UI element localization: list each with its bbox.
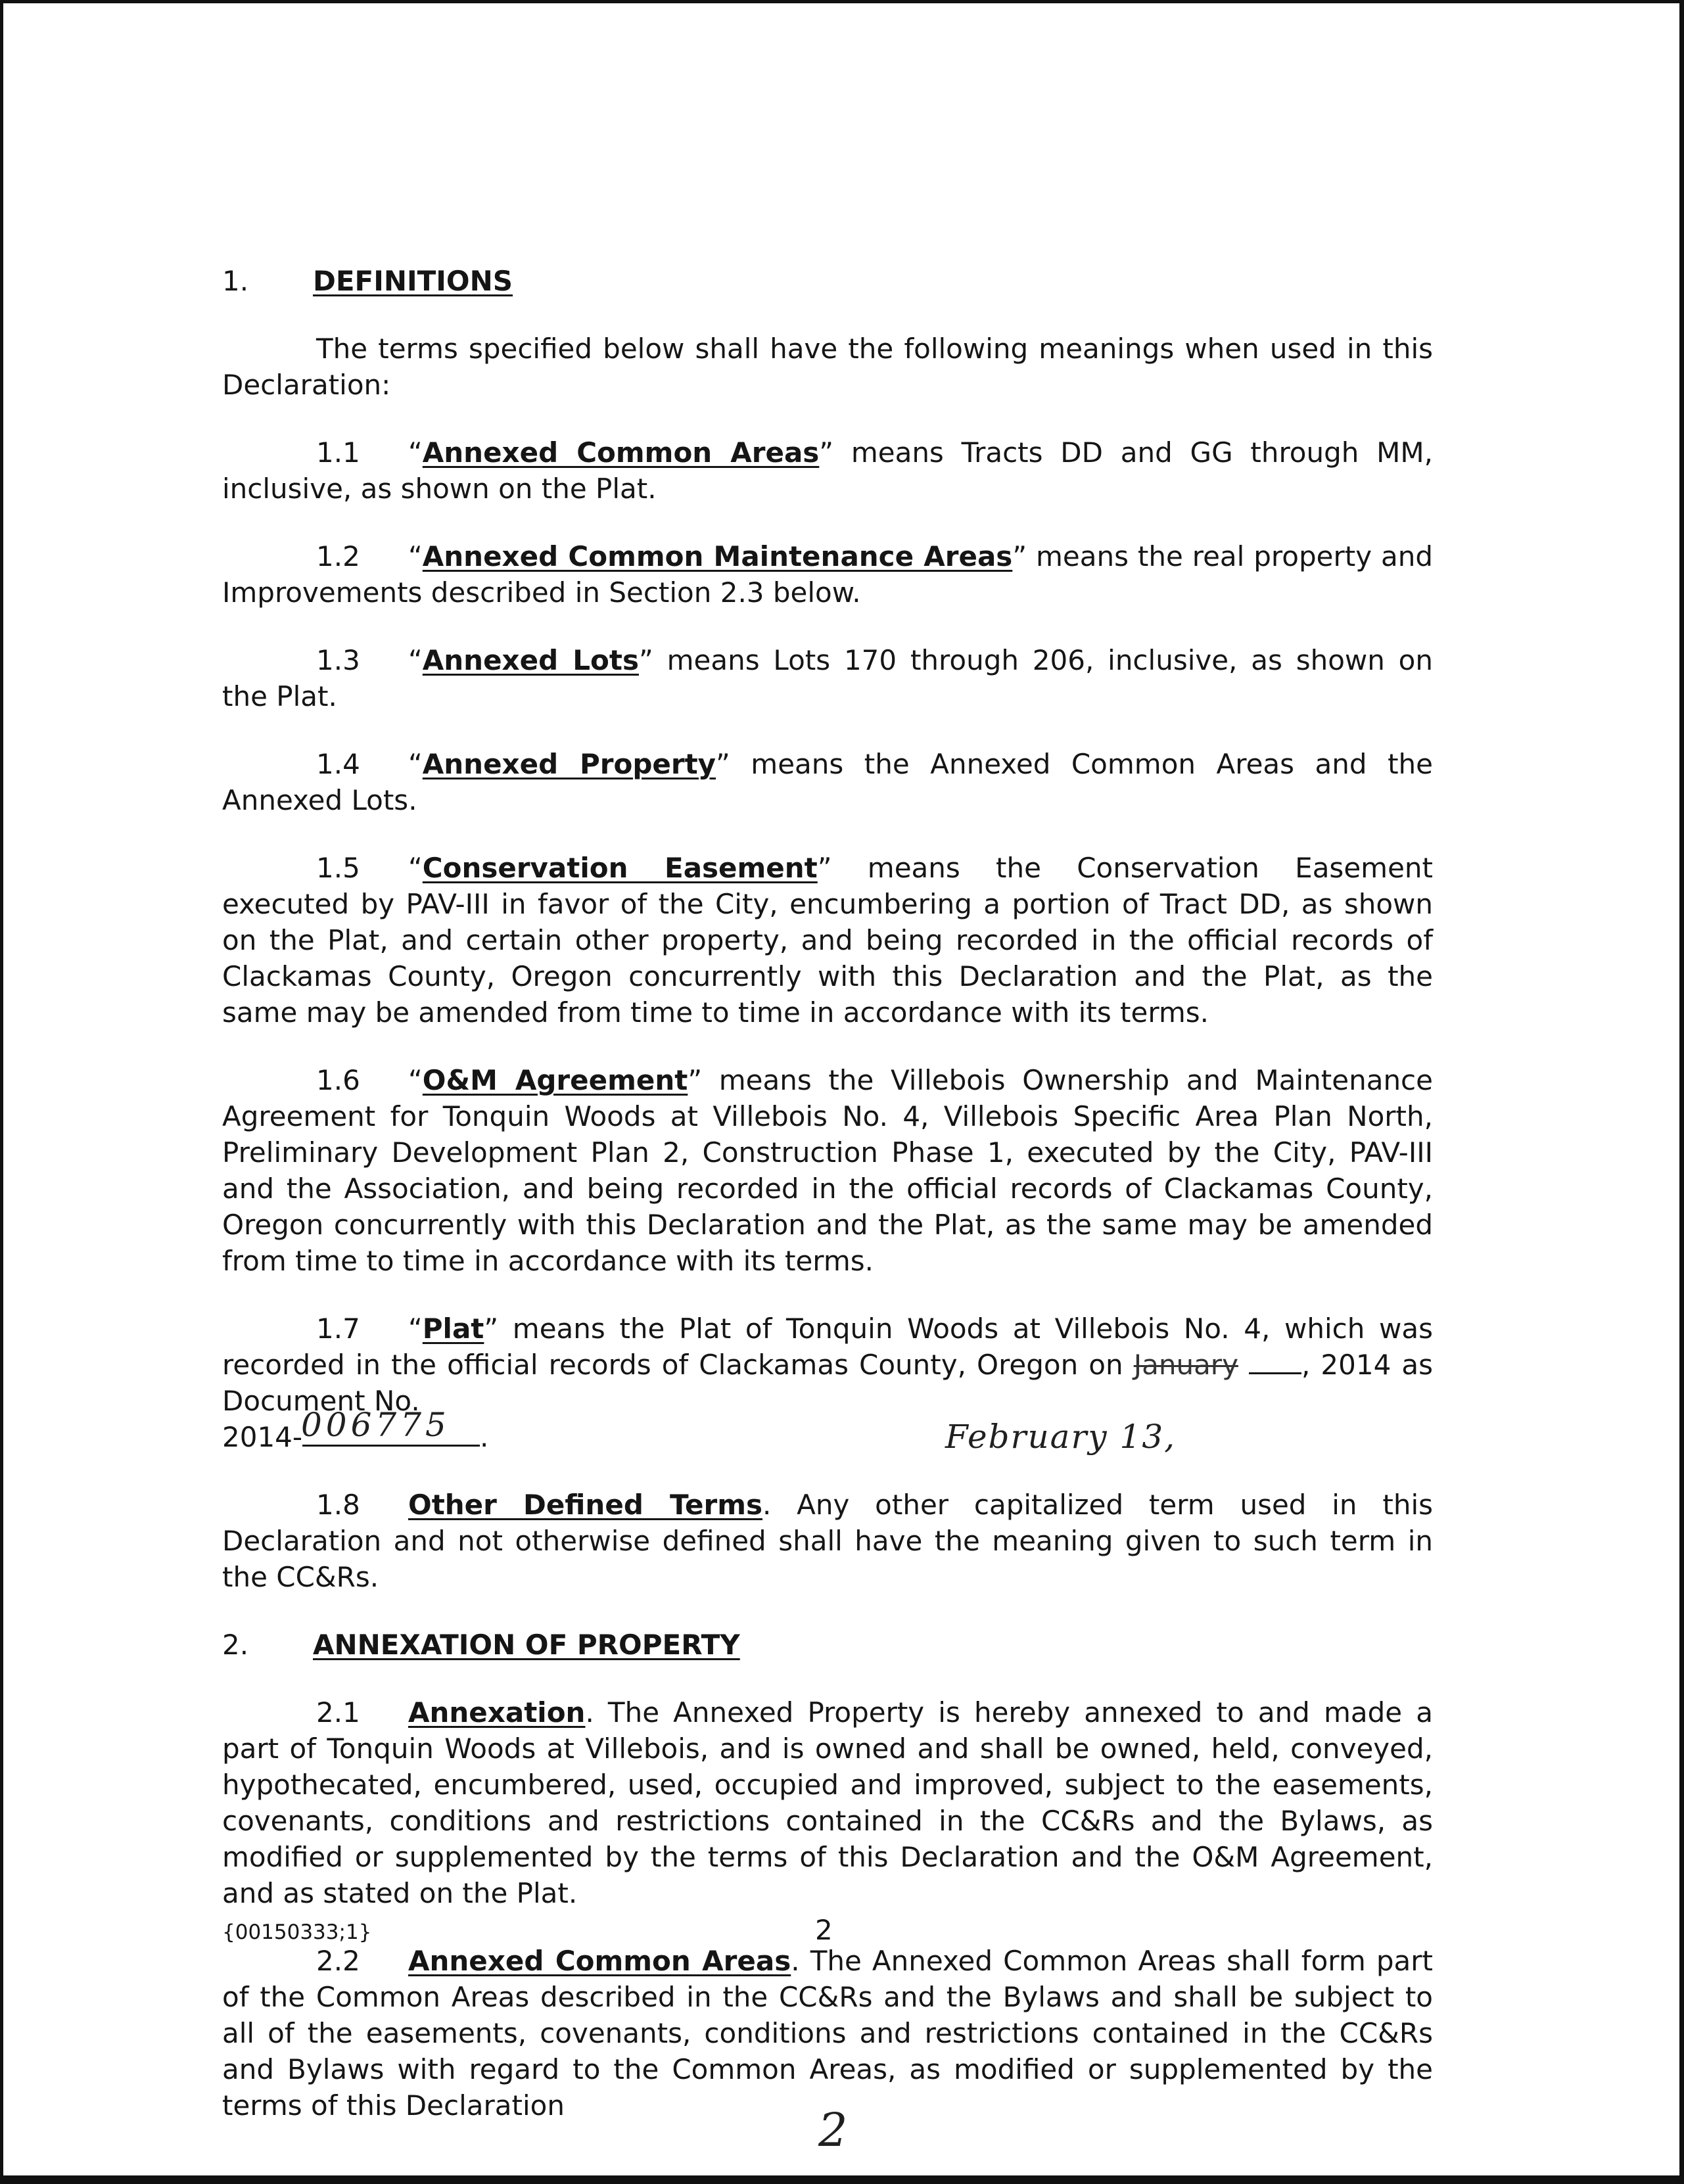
clause-2-1: 2.1 Annexation. The Annexed Property is hereby annexed to and made a part of Tonquin Woods at Villebois, and is owned and shall be owned, held, conveyed, hypothecated, encumbered, used, occupied and improved, subject to the easements, covenants, conditions and restrictions contained in the CC&Rs and the Bylaws, as modified or supplemented by the terms of this Declaration and the O&M Agreement, and as stated on the Plat. [222, 1694, 1433, 1911]
item-number: 2.2 [316, 1945, 360, 1977]
definition-1-6: 1.6 “O&M Agreement” means the Villebois Ownership and Maintenance Agreement for Tonquin Woods at Villebois No. 4, Villebois Specific Area Plan North, Preliminary Development Plan 2, Construction Phase 1, executed by the City, PAV-III and the Association, and being recorded in the official records of Clackamas County, Oregon concurrently with this Declaration and the Plat, as the same may be amended from time to time in accordance with its terms. [222, 1062, 1433, 1279]
item-number: 1.3 [316, 644, 360, 676]
document-number-line: 2014- . 006775 February 13, [222, 1406, 1177, 1456]
section-heading-definitions [222, 263, 1433, 299]
section-title: DEFINITIONS [313, 265, 513, 297]
section-title: ANNEXATION OF PROPERTY [313, 1629, 740, 1661]
definition-1-7: 1.7 “Plat” means the Plat of Tonquin Woods at Villebois No. 4, which was recorded in the official records of Clackamas County, Oregon on January , 2014 as Document No. 2014- . 006775 February 13, [222, 1311, 1433, 1455]
defined-term: Other Defined Terms [408, 1489, 762, 1521]
definition-1-2: 1.2 “Annexed Common Maintenance Areas” means the real property and Improvements described in Section 2.3 below. [222, 538, 1433, 611]
definition-1-3: 1.3 “Annexed Lots” means Lots 170 through 206, inclusive, as shown on the Plat. [222, 642, 1433, 714]
item-number: 1.5 [316, 852, 360, 884]
item-number: 1.1 [316, 436, 360, 469]
defined-term: Annexed Lots [422, 644, 639, 676]
item-number: 2.1 [316, 1696, 360, 1729]
item-number: 1.2 [316, 540, 360, 572]
footer-page-number: 2 [815, 1914, 833, 1946]
definition-1-8: 1.8 Other Defined Terms. Any other capitalized term used in this Declaration and not otherwise defined shall have the meaning given to such term in the CC&Rs. [222, 1487, 1433, 1595]
handwritten-page-number: 2 [818, 2103, 848, 2157]
section-number: 1. [222, 265, 249, 297]
defined-term: Annexation [408, 1696, 586, 1729]
document-page [222, 263, 1433, 2124]
defined-term: Conservation Easement [422, 852, 818, 884]
defined-term: Annexed Common Areas [408, 1945, 791, 1977]
defined-term: O&M Agreement [422, 1064, 688, 1096]
struck-month: January [1133, 1349, 1238, 1381]
scan-border-top [0, 0, 1684, 3]
defined-term: Plat [422, 1313, 484, 1345]
handwritten-document-number: 006775 [301, 1406, 450, 1444]
scan-border-left [0, 0, 3, 2184]
item-number: 1.6 [316, 1064, 360, 1096]
defined-term: Annexed Common Maintenance Areas [422, 540, 1013, 572]
item-number: 1.8 [316, 1489, 360, 1521]
definition-1-1: 1.1 “Annexed Common Areas” means Tracts DD and GG through MM, inclusive, as shown on the Plat. [222, 434, 1433, 507]
date-blank [1249, 1372, 1301, 1374]
footer-document-id: {00150333;1} [222, 1920, 372, 1944]
intro-paragraph: The terms specified below shall have the following meanings when used in this Declaration: [222, 333, 1433, 401]
docno-blank [302, 1444, 480, 1447]
definition-1-5: 1.5 “Conservation Easement” means the Conservation Easement executed by PAV-III in favor of the City, encumbering a portion of Tract DD, as shown on the Plat, and certain other property, and being recorded in the official records of Clackamas County, Oregon concurrently with this Declaration and the Plat, as the same may be amended from time to time in accordance with its terms. [222, 850, 1433, 1031]
scan-border-bottom [0, 2175, 1684, 2184]
defined-term: Annexed Common Areas [422, 436, 820, 469]
definition-1-4: 1.4 “Annexed Property” means the Annexed Common Areas and the Annexed Lots. [222, 746, 1433, 818]
handwritten-date: February 13, [945, 1418, 1177, 1456]
clause-2-2: 2.2 Annexed Common Areas. The Annexed Common Areas shall form part of the Common Areas described in the CC&Rs and the Bylaws and shall be subject to all of the easements, covenants, conditions and restrictions contained in the CC&Rs and Bylaws with regard to the Common Areas, as modified or supplemented by the terms of this Declaration [222, 1943, 1433, 2124]
item-number: 1.7 [316, 1313, 360, 1345]
section-heading-annexation [222, 1627, 1433, 1663]
scan-border-right [1679, 0, 1684, 2184]
item-number: 1.4 [316, 748, 360, 780]
defined-term: Annexed Property [422, 748, 716, 780]
section-number: 2. [222, 1629, 249, 1661]
